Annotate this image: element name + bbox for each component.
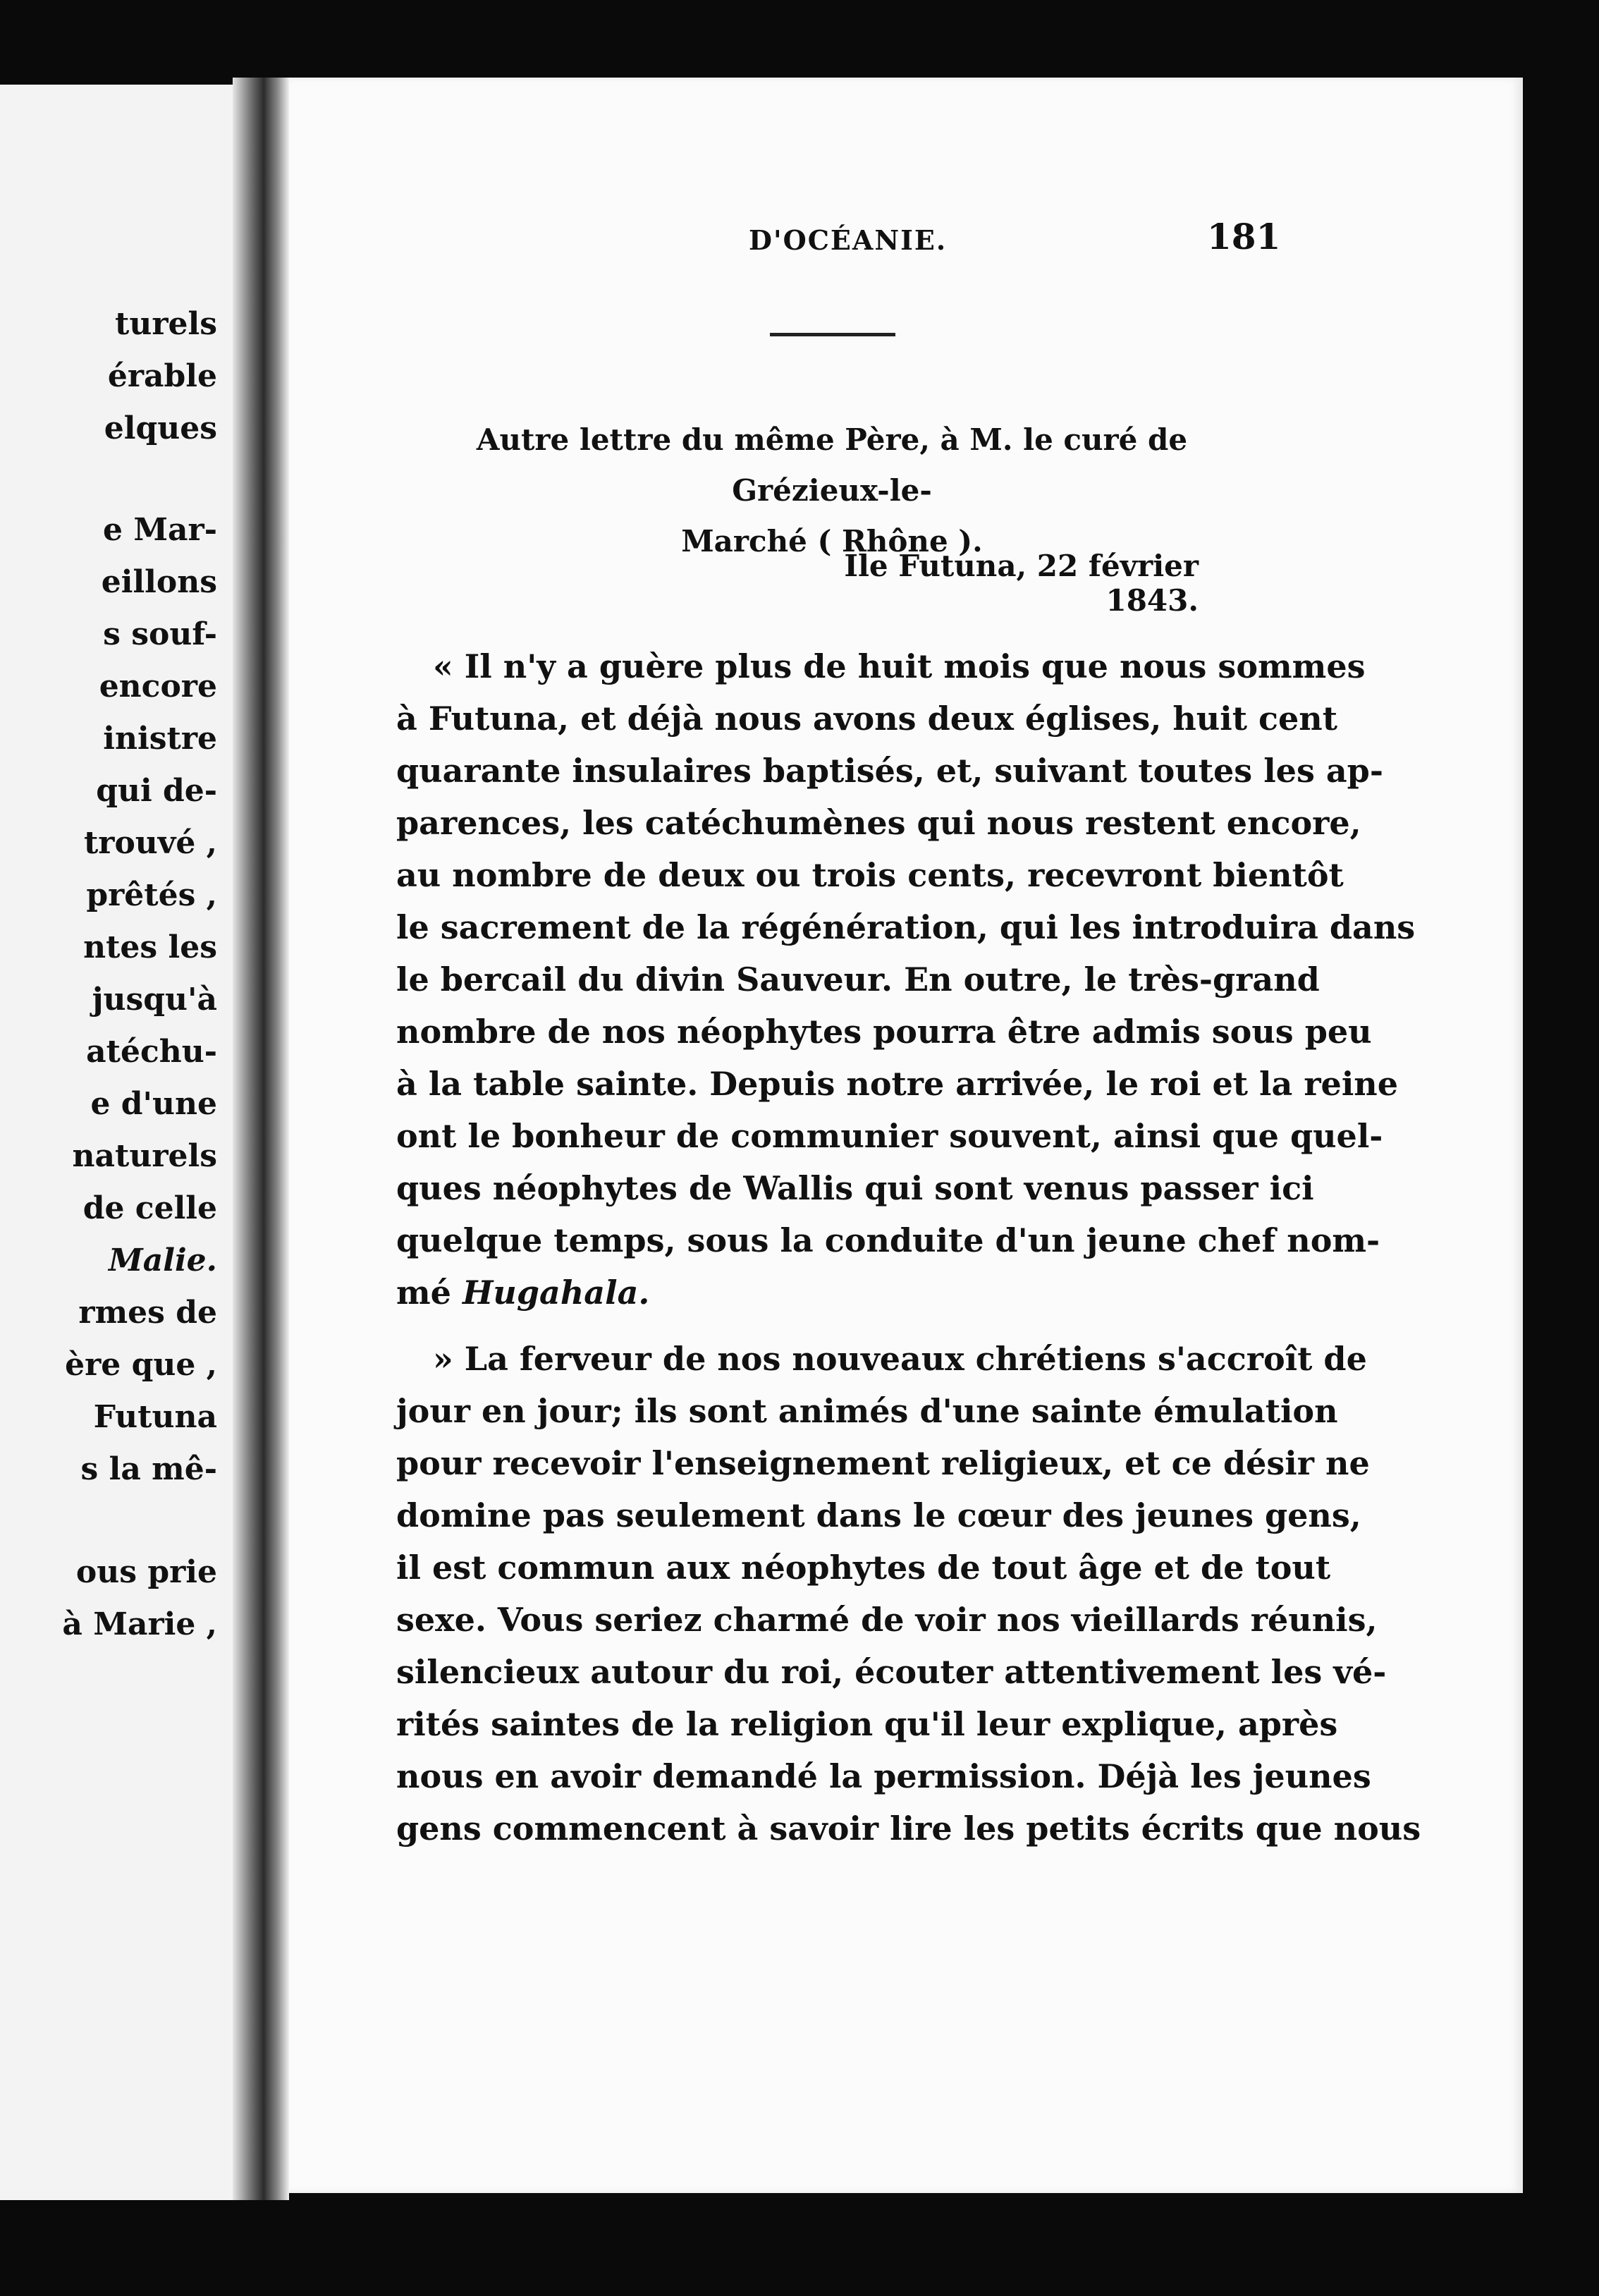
left-line: inistre bbox=[103, 721, 217, 757]
left-line: rmes de bbox=[78, 1295, 217, 1331]
body-line: domine pas seulement dans le cœur des jeunes gens, bbox=[396, 1496, 1361, 1534]
body-line: quelque temps, sous la conduite d'un jeune chef nom- bbox=[396, 1221, 1380, 1259]
body-line bbox=[396, 1274, 1270, 1312]
body-text: mé bbox=[396, 1274, 451, 1312]
body-line: silencieux autour du roi, écouter attentivement les vé- bbox=[396, 1653, 1387, 1691]
left-line: à Marie , bbox=[62, 1606, 217, 1642]
left-line: naturels bbox=[72, 1138, 217, 1174]
left-line: e d'une bbox=[90, 1086, 217, 1122]
section-rule bbox=[770, 333, 895, 336]
body-line: à Futuna, et déjà nous avons deux églises, huit cent bbox=[396, 700, 1337, 738]
body-line: « Il n'y a guère plus de huit mois que nous sommes bbox=[433, 647, 1366, 685]
left-line: elques bbox=[104, 410, 217, 446]
body-line: rités saintes de la religion qu'il leur explique, après bbox=[396, 1705, 1338, 1743]
body-line: parences, les catéchumènes qui nous restent encore, bbox=[396, 804, 1361, 842]
page-number: 181 bbox=[1207, 216, 1281, 257]
letter-heading-line: Autre lettre du même Père, à M. le curé de Grézieux-le- bbox=[476, 422, 1188, 508]
body-line: sexe. Vous seriez charmé de voir nos vieillards réunis, bbox=[396, 1601, 1378, 1639]
body-line: gens commencent à savoir lire les petits écrits que nous bbox=[396, 1809, 1421, 1848]
body-line: pour recevoir l'enseignement religieux, et ce désir ne bbox=[396, 1444, 1370, 1482]
left-line: eillons bbox=[101, 564, 217, 600]
body-line: nous en avoir demandé la permission. Déjà les jeunes bbox=[396, 1757, 1371, 1795]
running-head: D'OCÉANIE. bbox=[749, 224, 948, 256]
body-line: à la table sainte. Depuis notre arrivée, le roi et la reine bbox=[396, 1065, 1399, 1103]
body-line: il est commun aux néophytes de tout âge et de tout bbox=[396, 1549, 1331, 1587]
letter-dateline: Ile Futuna, 22 février 1843. bbox=[844, 549, 1199, 618]
left-line: s souf- bbox=[103, 616, 217, 652]
left-line: encore bbox=[99, 668, 217, 704]
book-gutter bbox=[233, 78, 289, 2200]
body-line: ques néophytes de Wallis qui sont venus passer ici bbox=[396, 1169, 1314, 1207]
body-line: nombre de nos néophytes pourra être admis sous peu bbox=[396, 1013, 1372, 1051]
left-line: s la mê- bbox=[80, 1451, 217, 1487]
body-line: ont le bonheur de communier souvent, ainsi que quel- bbox=[396, 1117, 1383, 1155]
left-line: ous prie bbox=[75, 1554, 217, 1590]
left-line: prêtés , bbox=[86, 877, 217, 913]
left-line: érable bbox=[107, 358, 217, 394]
body-line: le bercail du divin Sauveur. En outre, le très-grand bbox=[396, 960, 1320, 999]
left-line: ntes les bbox=[83, 929, 217, 965]
body-line: » La ferveur de nos nouveaux chrétiens s'accroît de bbox=[433, 1340, 1367, 1378]
body-line: au nombre de deux ou trois cents, recevront bientôt bbox=[396, 856, 1344, 894]
left-line: qui de- bbox=[96, 773, 217, 809]
body-line: quarante insulaires baptisés, et, suivant toutes les ap- bbox=[396, 752, 1383, 790]
italic-name: Hugahala. bbox=[462, 1274, 650, 1312]
left-line: e Mar- bbox=[103, 512, 217, 548]
letter-heading-line: Marché ( Rhône ). bbox=[681, 524, 983, 558]
left-line: atéchu- bbox=[86, 1034, 217, 1070]
body-line: jour en jour; ils sont animés d'une sainte émulation bbox=[396, 1392, 1338, 1430]
left-line: ère que , bbox=[65, 1347, 217, 1383]
left-line: turels bbox=[115, 306, 217, 342]
left-line: jusqu'à bbox=[92, 982, 217, 1018]
left-line: de celle bbox=[82, 1190, 217, 1226]
letter-heading bbox=[395, 415, 1269, 567]
left-line: trouvé , bbox=[83, 825, 217, 861]
body-line: le sacrement de la régénération, qui les introduira dans bbox=[396, 908, 1416, 946]
left-page-fragment bbox=[0, 85, 233, 2200]
left-line: Futuna bbox=[93, 1399, 217, 1435]
left-line: Malie. bbox=[109, 1242, 217, 1278]
